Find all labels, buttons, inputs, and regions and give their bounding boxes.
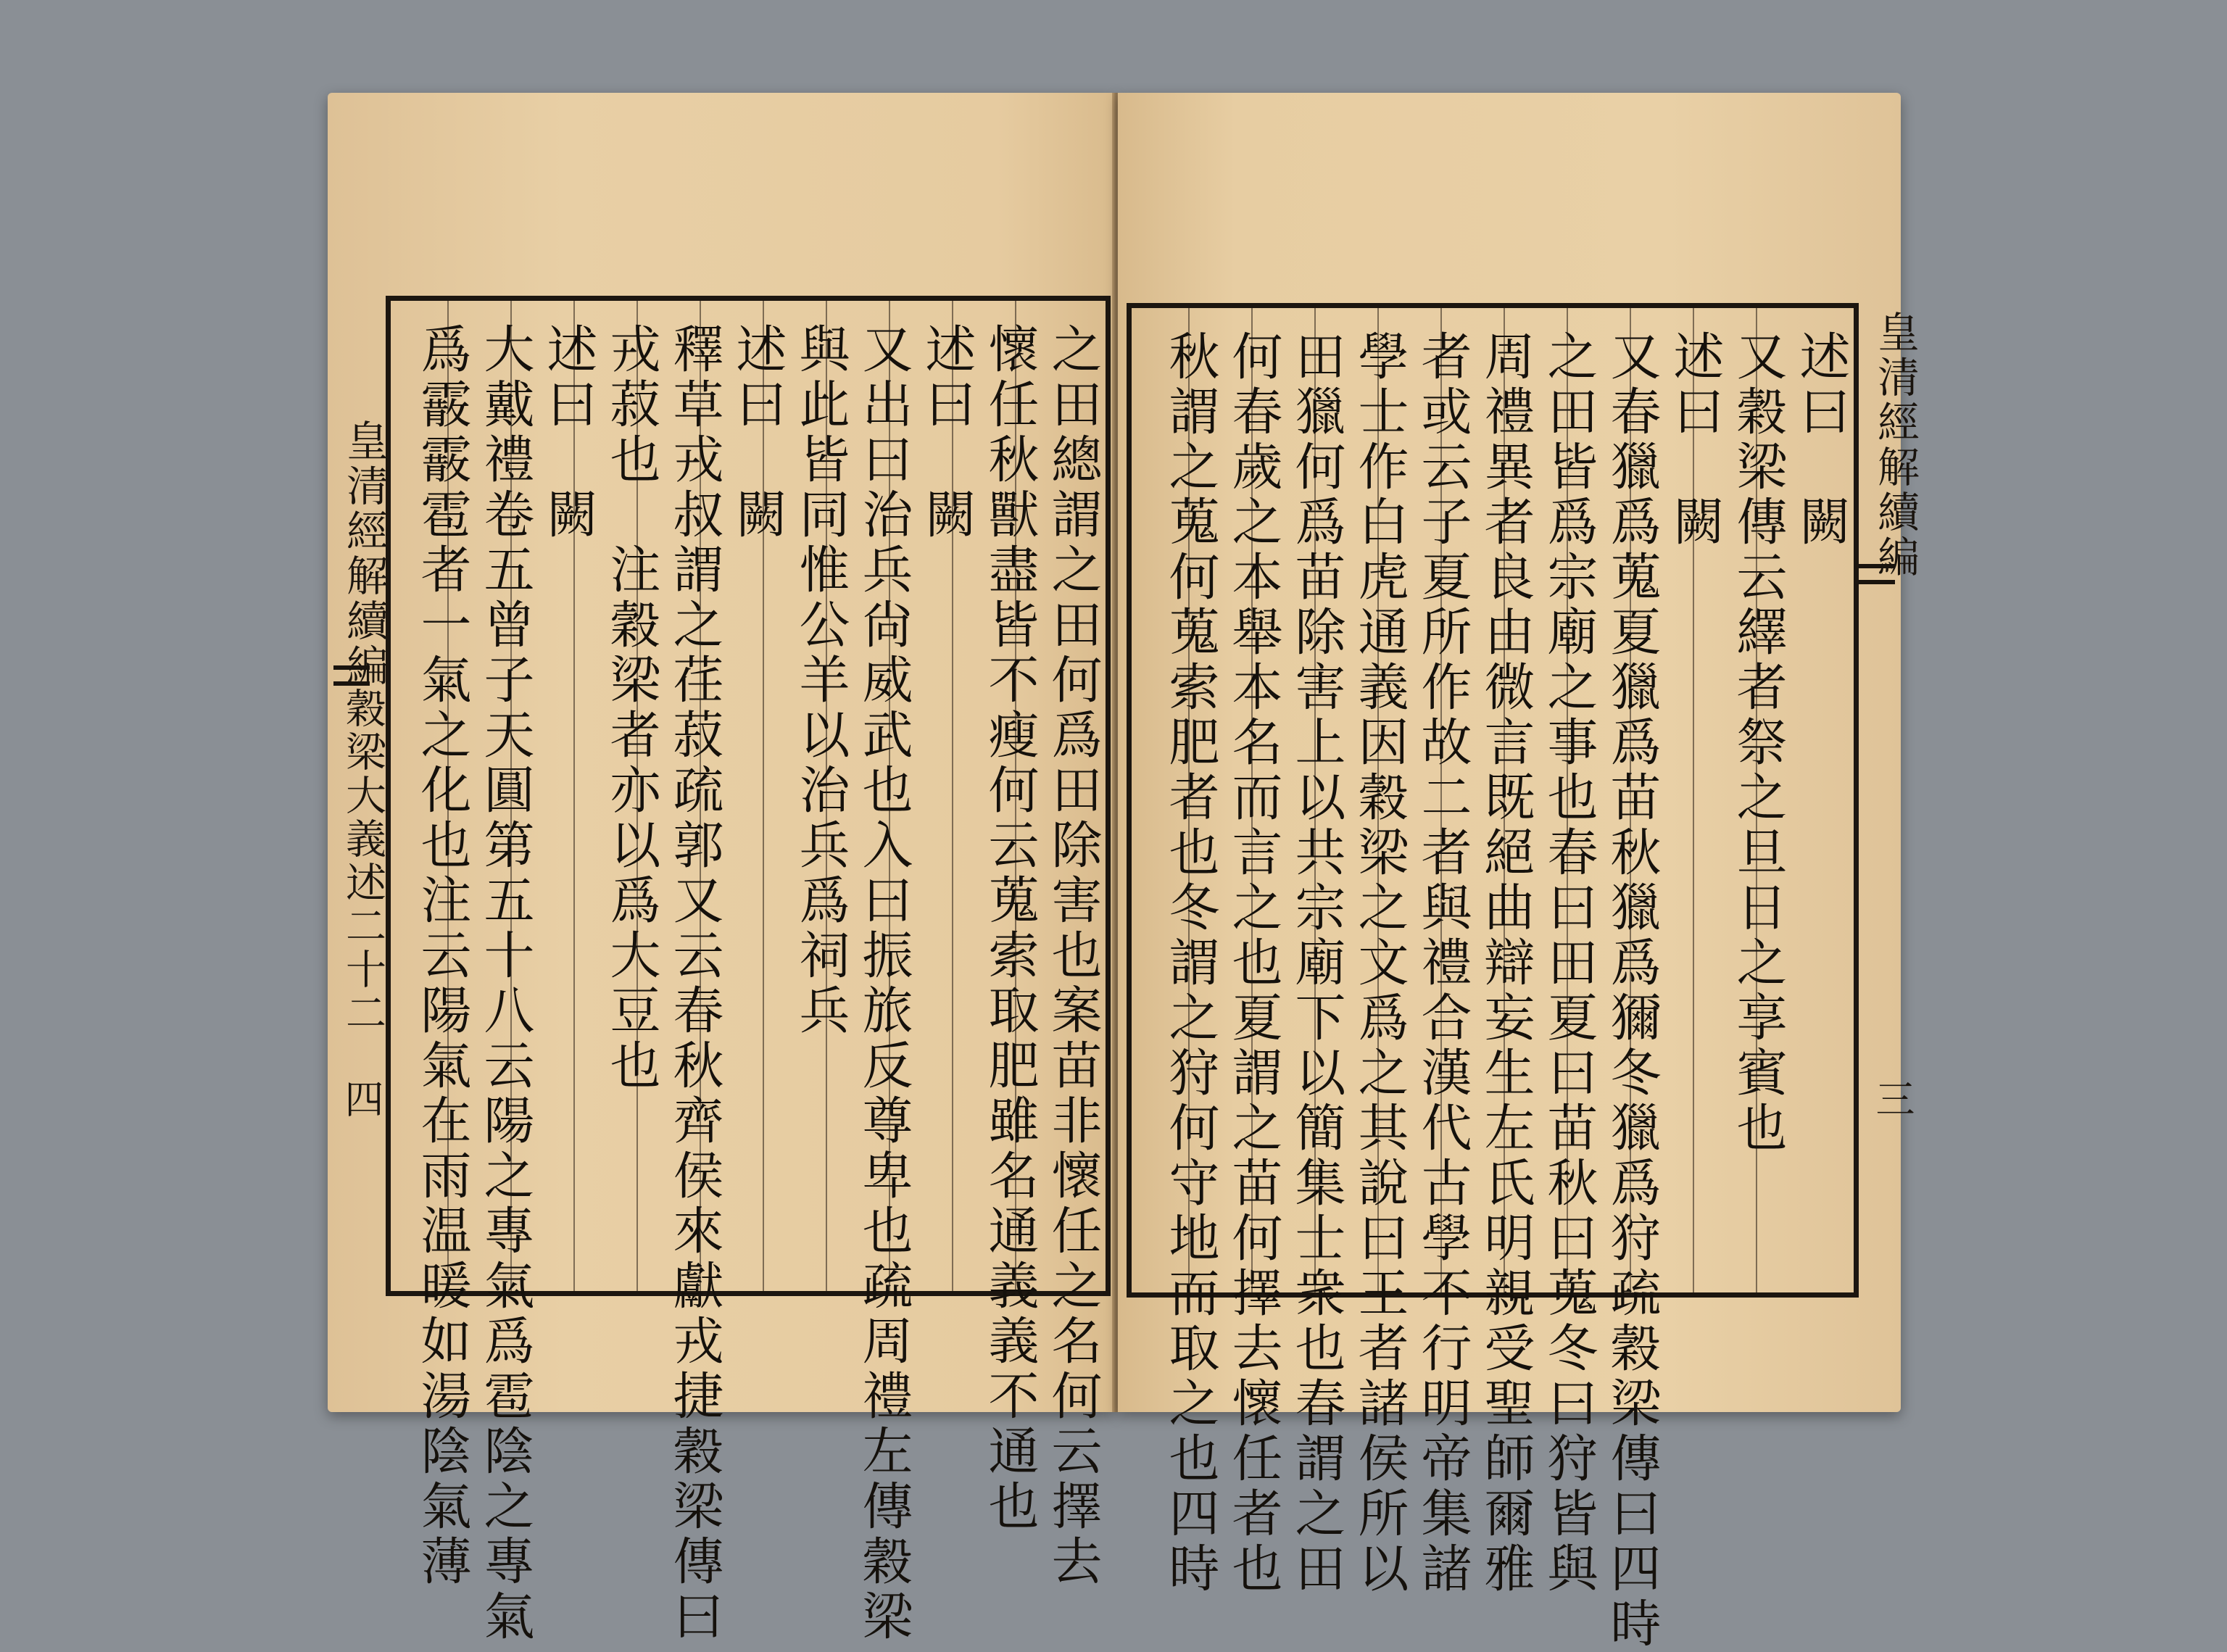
right-col-9: 田獵何爲苗除害上以共宗廟下以簡集士衆也春謂之田 xyxy=(1287,330,1346,1597)
left-col-9: 述曰 闕 xyxy=(539,323,598,543)
right-col-4: 又春獵爲蒐夏獵爲苗秋獵爲獮冬獵爲狩疏穀梁傳曰四時 xyxy=(1602,330,1662,1652)
right-fish-tail xyxy=(1859,564,1895,584)
left-col-3: 述曰 闕 xyxy=(917,323,976,543)
right-col-6: 周禮異者良由微言既絕曲辯妄生左氏明親受聖師爾雅 xyxy=(1476,330,1535,1597)
right-col-10: 何春歲之本舉本名而言之也夏謂之苗何擇去懷任者也 xyxy=(1224,330,1283,1597)
left-text-frame xyxy=(386,296,1111,1645)
right-text-frame xyxy=(1127,303,1859,1652)
left-col-5: 與此皆同惟公羊以治兵爲祠兵 xyxy=(791,323,850,1039)
left-margin-subtitle: 穀梁大義述二十二 xyxy=(339,687,386,1035)
left-col-6: 述曰 闕 xyxy=(728,323,787,543)
left-margin-title: 皇清經解續編 xyxy=(339,419,389,689)
right-page-number: 三 xyxy=(1870,1079,1915,1118)
left-col-1: 之田總謂之田何爲田除害也案苗非懷任之名何云擇去 xyxy=(1043,323,1103,1590)
right-col-5: 之田皆爲宗廟之事也春曰田夏曰苗秋曰蒐冬曰狩皆與 xyxy=(1539,330,1598,1597)
open-book xyxy=(328,93,1920,1652)
right-col-3: 述曰 闕 xyxy=(1665,330,1725,550)
left-col-4: 又出曰治兵尙威武也入曰振旅反尊卑也疏周禮左傳穀梁 xyxy=(854,323,913,1645)
right-col-8: 學士作白虎通義因穀梁之文爲之其說曰王者諸侯所以 xyxy=(1350,330,1409,1597)
left-page xyxy=(328,93,1115,1645)
left-col-7: 釋草戎叔謂之荏菽疏郭又云春秋齊侯來獻戎捷穀梁傳曰 xyxy=(665,323,724,1645)
left-col-11: 爲霰霰雹者一氣之化也注云陽氣在雨温暖如湯陰氣薄 xyxy=(412,323,472,1590)
left-col-8: 戎菽也 注穀梁者亦以爲大豆也 xyxy=(602,323,661,1094)
left-col-2: 懷任秋獸盡皆不瘦何云蒐索取肥雖名通義義不通也 xyxy=(980,323,1040,1535)
right-col-11: 秋謂之蒐何蒐索肥者也冬謂之狩何守地而取之也四時 xyxy=(1161,330,1220,1597)
right-page xyxy=(1118,93,1920,1652)
right-col-7: 者或云子夏所作故二者與禮合漢代古學不行明帝集諸 xyxy=(1413,330,1472,1597)
left-fish-tail xyxy=(333,665,370,686)
right-col-1: 述曰 闕 xyxy=(1791,330,1851,550)
left-page-number: 四 xyxy=(339,1079,384,1118)
left-col-10: 大戴禮卷五曾子天圓第五十八云陽之專氣爲雹陰之專氣 xyxy=(476,323,535,1645)
right-margin-title: 皇清經解續編 xyxy=(1870,310,1920,580)
right-col-2: 又穀梁傳云繹者祭之旦日之享賓也 xyxy=(1728,330,1788,1156)
